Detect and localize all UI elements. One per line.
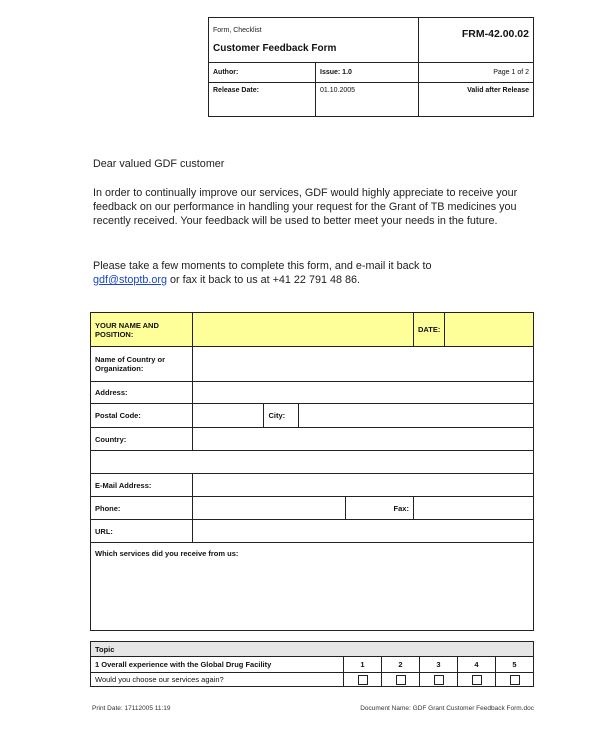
postal-code-label: Postal Code: <box>91 404 193 428</box>
city-input[interactable] <box>299 404 534 428</box>
rating-checkbox-3[interactable] <box>434 675 444 685</box>
release-date-label: Release Date: <box>209 83 316 117</box>
document-header <box>208 17 534 117</box>
rating-checkbox-5[interactable] <box>510 675 520 685</box>
fax-input[interactable] <box>413 497 533 520</box>
header-title-cell <box>209 18 419 63</box>
fax-text: or fax it back to us at +41 22 791 48 86. <box>167 274 360 286</box>
intro-paragraph: In order to continually improve our services, GDF would highly appreciate to receive your feedback on our performance in handling your request for the Grant of TB medicines you recently received. Your feedback will be used to better meet your needs in the future. <box>93 187 518 227</box>
contact-form <box>90 312 534 631</box>
address-input[interactable] <box>192 382 533 404</box>
form-title: Customer Feedback Form <box>213 42 337 54</box>
url-label: URL: <box>91 520 193 543</box>
name-label: YOUR NAME AND POSITION: <box>91 313 193 347</box>
topic-header: Topic <box>91 642 534 657</box>
rating-cell-5 <box>496 673 534 687</box>
email-label: E-Mail Address: <box>91 474 193 497</box>
rating-checkbox-4[interactable] <box>472 675 482 685</box>
scale-4: 4 <box>458 657 496 673</box>
services-field[interactable] <box>91 543 534 631</box>
scale-5: 5 <box>496 657 534 673</box>
rating-table <box>90 641 534 687</box>
author-label: Author: <box>209 63 316 83</box>
validity: Valid after Release <box>419 83 534 117</box>
email-link[interactable]: gdf@stoptb.org <box>93 274 167 286</box>
city-label: City: <box>264 404 299 428</box>
form-code: FRM-42.00.02 <box>419 18 534 63</box>
rating-cell-4 <box>458 673 496 687</box>
country-org-input[interactable] <box>192 347 533 382</box>
rating-cell-2 <box>382 673 420 687</box>
phone-label: Phone: <box>91 497 193 520</box>
question-2: Would you choose our services again? <box>91 673 344 687</box>
question-1: 1 Overall experience with the Global Drug Facility <box>91 657 344 673</box>
date-input[interactable] <box>445 313 534 347</box>
greeting: Dear valued GDF customer <box>93 158 225 170</box>
fax-label: Fax: <box>346 497 414 520</box>
scale-3: 3 <box>420 657 458 673</box>
postal-code-input[interactable] <box>192 404 264 428</box>
release-date: 01.10.2005 <box>316 83 419 117</box>
rating-cell-1 <box>344 673 382 687</box>
rating-checkbox-2[interactable] <box>396 675 406 685</box>
document-name: Document Name: GDF Grant Customer Feedback Form.doc <box>360 705 534 712</box>
country-input[interactable] <box>192 428 533 451</box>
date-label: DATE: <box>413 313 444 347</box>
services-label: Which services did you receive from us: <box>95 549 239 558</box>
print-date: Print Date: 17112005 11:19 <box>92 705 171 712</box>
url-input[interactable] <box>192 520 533 543</box>
email-input[interactable] <box>192 474 533 497</box>
address-label: Address: <box>91 382 193 404</box>
spacer-row[interactable] <box>91 451 534 474</box>
rating-checkbox-1[interactable] <box>358 675 368 685</box>
form-type: Form, Checklist <box>213 26 262 34</box>
rating-cell-3 <box>420 673 458 687</box>
scale-1: 1 <box>344 657 382 673</box>
page-label: Page 1 of 2 <box>419 63 534 83</box>
country-label: Country: <box>91 428 193 451</box>
instructions-text: Please take a few moments to complete this form, and e-mail it back to <box>93 260 432 272</box>
scale-2: 2 <box>382 657 420 673</box>
phone-input[interactable] <box>192 497 345 520</box>
issue-label: Issue: 1.0 <box>316 63 419 83</box>
instructions-paragraph <box>93 259 543 287</box>
name-input[interactable] <box>192 313 413 347</box>
country-org-label: Name of Country or Organization: <box>91 347 193 382</box>
